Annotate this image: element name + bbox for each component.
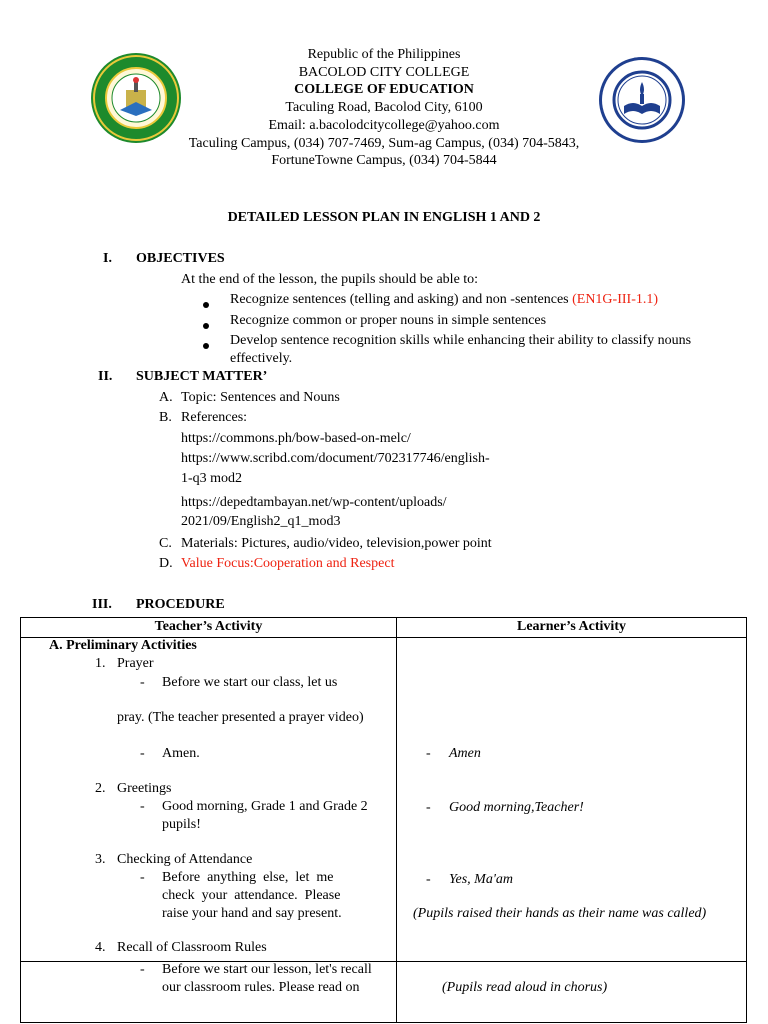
dash: - <box>426 872 431 887</box>
learner-cell <box>397 962 747 1023</box>
teacher-line: Before anything else, let me <box>162 870 334 885</box>
topic: Topic: Sentences and Nouns <box>181 390 340 405</box>
objective-item-2: Recognize common or proper nouns in simple sentences <box>230 313 547 328</box>
reference-link[interactable]: https://depedtambayan.net/wp-content/uploads/ <box>181 495 447 510</box>
republic-line: Republic of the Philippines <box>307 47 461 62</box>
teacher-line: pray. (The teacher presented a prayer video) <box>117 710 364 725</box>
table-header-row <box>21 618 747 638</box>
objective-item-3: Develop sentence recognition skills while enhancing their ability to classify nouns <box>230 333 692 348</box>
teacher-line: check your attendance. Please <box>162 888 341 903</box>
teacher-activity-header: Teacher’s Activity <box>21 618 397 638</box>
materials: Materials: Pictures, audio/video, television,power point <box>181 536 492 551</box>
bullet-icon <box>203 318 209 334</box>
competency-code: (EN1G-III-1.1) <box>572 292 659 307</box>
value-focus: Value Focus:Cooperation and Respect <box>181 556 395 571</box>
teacher-cell <box>21 638 397 962</box>
college-department: COLLEGE OF EDUCATION <box>294 82 474 98</box>
dash: - <box>140 799 145 814</box>
bullet-icon <box>203 297 209 313</box>
preliminary-activities: A. Preliminary Activities <box>49 638 197 653</box>
item-label-c: C. <box>159 536 172 551</box>
step-greetings: Greetings <box>117 781 172 796</box>
table-row <box>21 962 747 1023</box>
dash: - <box>140 746 145 761</box>
reference-link-cont[interactable]: 2021/09/English2_q1_mod3 <box>181 514 341 529</box>
references-label: References: <box>181 410 248 425</box>
objective-item-1 <box>230 292 658 308</box>
objective-text: Recognize sentences (telling and asking) and non -sentences <box>230 292 573 307</box>
objective-item-3-cont: effectively. <box>230 351 293 366</box>
step-number: 2. <box>95 781 106 796</box>
college-name: BACOLOD CITY COLLEGE <box>298 64 470 80</box>
campus-phones-1: Taculing Campus, (034) 707-7469, Sum-ag Campus, (034) 704-5843, <box>188 135 580 151</box>
document-title: DETAILED LESSON PLAN IN ENGLISH 1 AND 2 <box>227 210 541 225</box>
section-numeral-1: I. <box>103 251 112 266</box>
reference-link-cont[interactable]: 1-q3 mod2 <box>181 471 243 486</box>
step-prayer: Prayer <box>117 656 154 671</box>
reference-link[interactable]: https://www.scribd.com/document/702317746/english- <box>181 451 490 466</box>
objectives-intro: At the end of the lesson, the pupils should be able to: <box>181 272 479 287</box>
teacher-line: pupils! <box>162 817 201 832</box>
procedure-heading: PROCEDURE <box>136 597 225 612</box>
section-numeral-3: III. <box>92 597 112 612</box>
campus-phones-2: FortuneTowne Campus, (034) 704-5844 <box>271 153 497 169</box>
step-number: 3. <box>95 852 106 867</box>
learner-response: Amen <box>449 746 481 761</box>
bullet-icon <box>203 338 209 354</box>
learner-response: Good morning,Teacher! <box>449 800 584 815</box>
item-label-d: D. <box>159 556 173 571</box>
teacher-line: Before we start our lesson, let's recall <box>162 962 372 977</box>
dash: - <box>426 746 431 761</box>
learner-response: (Pupils read aloud in chorus) <box>442 980 608 995</box>
procedure-table <box>20 617 747 1023</box>
reference-link[interactable]: https://commons.ph/bow-based-on-melc/ <box>181 431 411 446</box>
teacher-line: Amen. <box>162 746 200 761</box>
letterhead <box>0 46 768 170</box>
dash: - <box>426 800 431 815</box>
item-label-b: B. <box>159 410 172 425</box>
item-label-a: A. <box>159 390 173 405</box>
teacher-line: Before we start our class, let us <box>162 675 338 690</box>
dash: - <box>140 962 145 977</box>
table-row <box>21 638 747 962</box>
step-number: 4. <box>95 940 106 955</box>
section-numeral-2: II. <box>98 369 113 384</box>
step-number: 1. <box>95 656 106 671</box>
teacher-line: Good morning, Grade 1 and Grade 2 <box>162 799 368 814</box>
college-address: Taculing Road, Bacolod City, 6100 <box>285 100 483 116</box>
learner-cell <box>397 638 747 962</box>
teacher-line: our classroom rules. Please read on <box>162 980 360 995</box>
learner-response: (Pupils raised their hands as their name was called) <box>413 906 707 921</box>
step-classroom-rules: Recall of Classroom Rules <box>117 940 267 955</box>
college-email: Email: a.bacolodcitycollege@yahoo.com <box>268 117 500 133</box>
dash: - <box>140 675 145 690</box>
teacher-cell <box>21 962 397 1023</box>
teacher-line: raise your hand and say present. <box>162 906 342 921</box>
objectives-heading: OBJECTIVES <box>136 251 225 266</box>
learner-response: Yes, Ma'am <box>449 872 513 887</box>
step-attendance: Checking of Attendance <box>117 852 253 867</box>
subject-matter-heading: SUBJECT MATTER’ <box>136 369 268 384</box>
learner-activity-header: Learner’s Activity <box>397 618 747 638</box>
dash: - <box>140 870 145 885</box>
